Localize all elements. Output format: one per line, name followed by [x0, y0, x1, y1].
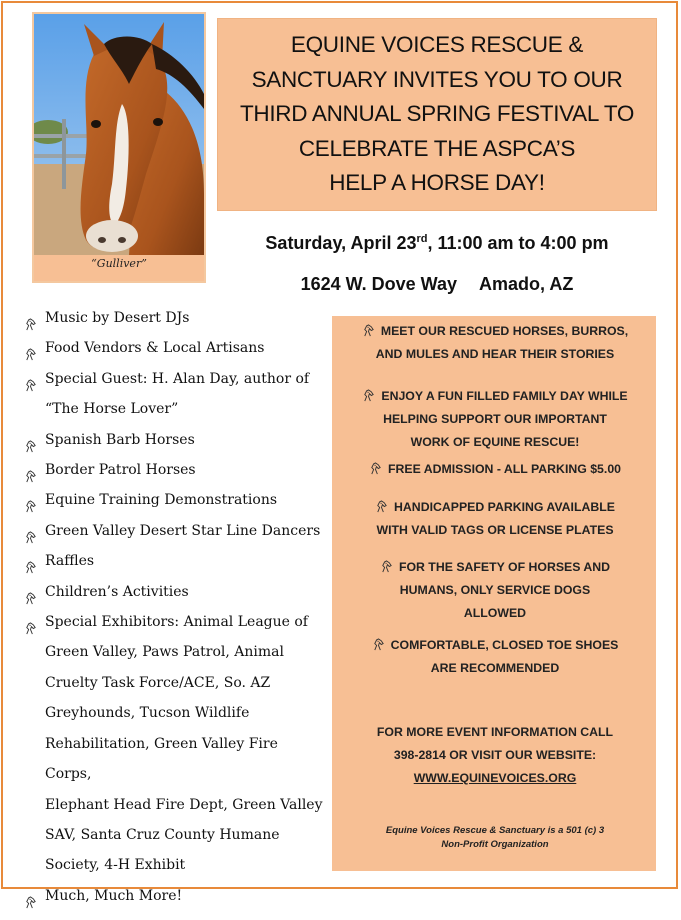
activity-item — [23, 607, 323, 881]
info-text: ENJOY A FUN FILLED FAMILY DAY WHILE HELPING SUPPORT OUR IMPORTANT WORK OF EQUINE RESCUE! — [381, 389, 628, 449]
horse-head-icon — [24, 586, 37, 599]
horse-head-icon — [24, 312, 37, 325]
photo-caption: “Gulliver” — [91, 257, 147, 270]
horse-photo — [34, 14, 204, 255]
flyer-page — [1, 1, 678, 904]
title-line: THIRD ANNUAL SPRING FESTIVAL TO — [239, 101, 635, 127]
event-address — [217, 274, 657, 295]
info-text: FREE ADMISSION - ALL PARKING $5.00 — [388, 462, 621, 476]
date-prefix: Saturday, April 23 — [265, 233, 417, 253]
activity-label: Green Valley Desert Star Line Dancers — [45, 522, 321, 539]
activity-label: Much, Much More! — [45, 887, 183, 904]
horse-head-icon — [24, 616, 37, 629]
activity-label: Raffles — [45, 553, 95, 570]
horse-head-icon — [372, 636, 385, 649]
title-line: HELP A HORSE DAY! — [329, 170, 545, 196]
horse-head-icon — [24, 342, 37, 355]
horse-head-icon — [362, 322, 375, 335]
activity-label: Food Vendors & Local Artisans — [45, 340, 265, 357]
activity-label: Border Patrol Horses — [45, 462, 196, 479]
activity-label: Music by Desert DJs — [45, 310, 190, 326]
date-suffix: rd — [416, 233, 428, 245]
nonprofit-line: Non-Profit Organization — [441, 839, 549, 850]
info-text: COMFORTABLE, CLOSED TOE SHOES ARE RECOMMENDED — [390, 638, 619, 675]
info-item — [342, 556, 648, 625]
activity-item — [23, 303, 323, 333]
activity-label: Spanish Barb Horses — [45, 431, 195, 448]
horse-head-icon — [24, 373, 37, 386]
horse-photo-illustration — [34, 14, 204, 255]
activity-item — [23, 364, 323, 425]
activity-label: Equine Training Demonstrations — [45, 492, 278, 509]
street: 1624 W. Dove Way — [300, 274, 458, 294]
title-line: EQUINE VOICES RESCUE & — [290, 32, 584, 58]
contact-line: FOR MORE EVENT INFORMATION CALL — [376, 725, 614, 739]
horse-head-icon — [362, 387, 375, 400]
activity-item — [23, 516, 323, 546]
activity-item — [23, 455, 323, 485]
activity-label: Children’s Activities — [45, 583, 189, 600]
activity-item — [23, 577, 323, 607]
title-box — [217, 18, 657, 211]
city: Amado, AZ — [479, 274, 574, 294]
activity-item — [23, 881, 323, 911]
info-text: HANDICAPPED PARKING AVAILABLE WITH VALID TAGS OR LICENSE PLATES — [376, 500, 615, 537]
website-link[interactable]: WWW.EQUINEVOICES.ORG — [413, 771, 577, 785]
info-item — [342, 320, 648, 366]
horse-head-icon — [24, 494, 37, 507]
title-line: CELEBRATE THE ASPCA’S — [298, 135, 576, 161]
horse-head-icon — [369, 460, 382, 473]
activity-label: Special Guest: H. Alan Day, author of “The Horse Lover” — [45, 370, 310, 418]
activity-item — [23, 333, 323, 363]
info-text: MEET OUR RESCUED HORSES, BURROS, AND MULES AND HEAR THEIR STORIES — [375, 324, 629, 361]
horse-head-icon — [24, 555, 37, 568]
nonprofit-note — [342, 824, 648, 852]
nonprofit-line: Equine Voices Rescue & Sanctuary is a 501 (c) 3 — [385, 825, 605, 836]
activity-list — [23, 303, 323, 911]
contact-line: 398-2814 OR VISIT OUR WEBSITE: — [393, 748, 597, 762]
event-time: , 11:00 am to 4:00 pm — [427, 233, 609, 253]
info-item — [342, 385, 648, 454]
info-item — [342, 458, 648, 481]
horse-head-icon — [380, 558, 393, 571]
horse-head-icon — [375, 498, 388, 511]
activity-item — [23, 425, 323, 455]
activity-item — [23, 546, 323, 576]
horse-head-icon — [24, 525, 37, 538]
info-item — [342, 496, 648, 542]
horse-head-icon — [24, 434, 37, 447]
info-text: FOR THE SAFETY OF HORSES AND HUMANS, ONLY SERVICE DOGS ALLOWED — [398, 560, 611, 620]
event-date — [217, 233, 657, 254]
activity-item — [23, 485, 323, 515]
title-line: SANCTUARY INVITES YOU TO OUR — [251, 66, 623, 92]
activity-label: Special Exhibitors: Animal League of Green Valley, Paws Patrol, Animal Cruelty Task Force/ACE, So. AZ Greyhounds, Tucson Wildlife Rehabilitation, Green Valley Fire Corps, Elephant Head Fire Dept, Green Valley SAV, Santa Cruz County Humane Society, 4-H Exhibit — [45, 614, 323, 874]
event-title — [232, 28, 642, 201]
contact-info — [342, 721, 648, 790]
info-item — [342, 634, 648, 680]
photo-frame — [32, 12, 206, 283]
info-box — [332, 316, 656, 871]
horse-head-icon — [24, 464, 37, 477]
